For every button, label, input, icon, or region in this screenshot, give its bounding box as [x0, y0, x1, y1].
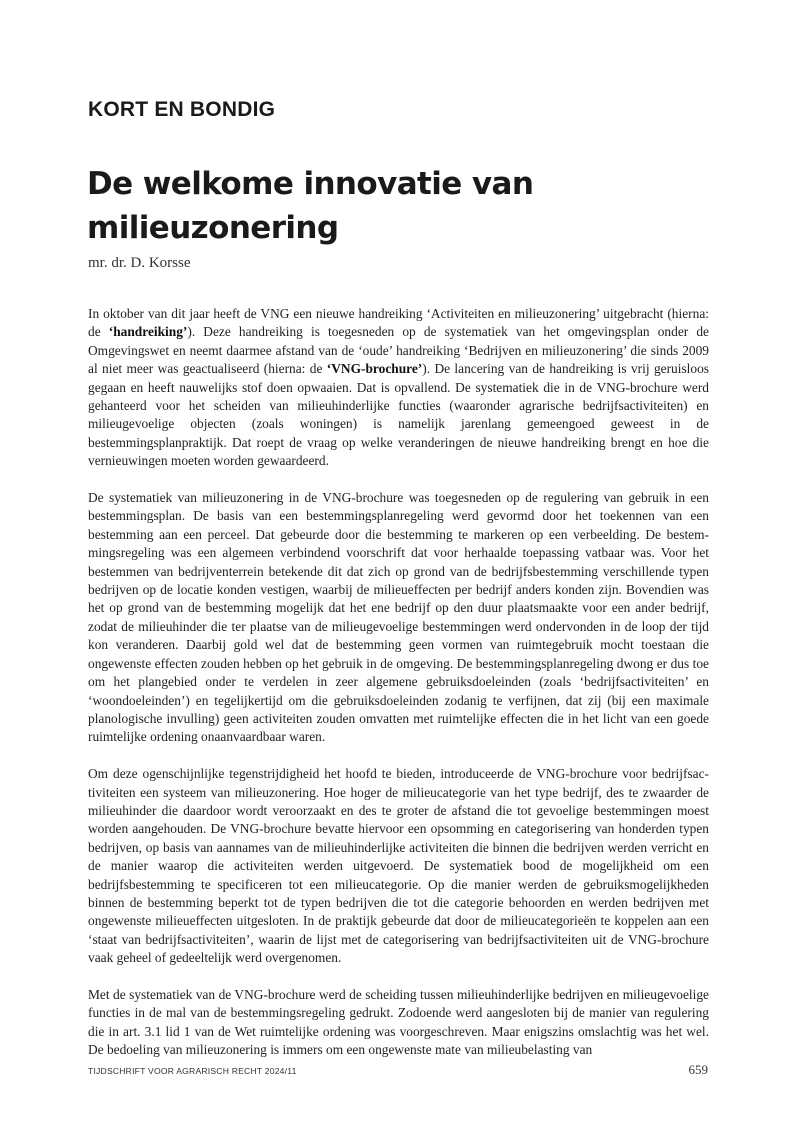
paragraph-1-text-a: In oktober van dit jaar heeft de VNG een nieuwe handreiking ‘Activiteiten en milieuzonering’ uitgebracht (hierna: de — [88, 306, 709, 340]
paragraph-1-text-b: ). Deze handreiking is toegesneden op de systematiek van het omgevingsplan onder de Omgevingswet en neemt daarmee afstand van de ‘oude’ handreiking ‘Bedrijven en milieuzonering’ die sinds 2009 al niet meer was geactualiseerd (hierna: de — [88, 324, 709, 377]
paragraph-4: Met de systematiek van de VNG-brochure werd de scheiding tussen milieuhinderlijke bedrijven en milieugevoelige functies in de mal van de bestemmingsregeling gedrukt. Zodoende werd aangesloten bij de manier van regulering die in art. 3.1 lid 1 van de Wet ruimtelijke ordening was voorgeschreven. Maar enigszins omslachtig was het wel. De bedoeling van milieuzonering is immers om een ongewenste mate van milieubelasting van — [88, 986, 709, 1058]
defined-term-handreiking: ‘handreiking’ — [108, 324, 188, 340]
journal-footer: TIJDSCHRIFT VOOR AGRARISCH RECHT 2024/11 — [88, 1066, 297, 1076]
paragraph-1 — [88, 305, 709, 471]
section-label: KORT EN BONDIG — [88, 98, 276, 121]
author: mr. dr. D. Korsse — [88, 255, 191, 271]
article-title: De welkome innovatie van milieuzonering — [87, 166, 534, 246]
page-number: 659 — [688, 1062, 708, 1077]
defined-term-vng-brochure: ‘VNG-brochure’ — [326, 361, 423, 377]
paragraph-2: De systematiek van milieuzonering in de VNG-brochure was toegesneden op de regulering van gebruik in een bestemmingsplan. De basis van een bestemmingsplanregeling werd gevormd door het toekennen van een bestemming aan een perceel. Dat gebeurde door die bestemming te markeren op een verbeelding. De bestemmingsregeling was een algemeen verbindend voorschrift dat voor herhaalde toepassing vatbaar was. Voor het bestemmen van bedrijventerrein betekende dit dat zich op grond van de bedrijfsbestemming verschillende typen bedrijven op de locatie konden vestigen, waarbij de milieueffecten per bedrijf anders konden zijn. Bovendien was het op grond van de bestemming mogelijk dat het ene bedrijf op den duur plaatsmaakte voor een ander bedrijf, zodat de milieuhinder die ter plaatse van de milieugevoelige bestemmingen werd ondervonden in de loop der tijd kon veranderen. Daarbij gold wel dat de bestemming geen vormen van ruimtegebruik mocht toestaan die ongewenste effecten zouden hebben op het gebruik in de omgeving. De bestemmingsplanregeling dwong er dus toe om het plangebied onder te verdelen in zeer algemene gebruiksdoeleinden (zoals ‘bedrijfsactiviteiten’ en ‘woondoeleinden’) en tegelijkertijd om die gebruiksdoeleinden zodanig te verfijnen, dat zij (bij een maximale planologische invulling) geen activiteiten zouden omvatten met ruimtelijke effecten die in het licht van een goede ruimtelijke ordening onaanvaardbaar waren. — [88, 490, 709, 745]
paragraph-3: Om deze ogenschijnlijke tegenstrijdigheid het hoofd te bieden, introduceerde de VNG-brochure voor bedrijfsactiviteiten een systeem van milieuzonering. Hoe hoger de milieucategorie van het type bedrijf, des te zwaarder de milieuhinder die daardoor wordt veroorzaakt en des te groter de afstand die tot gevoelige bestemmingen moest worden aangehouden. De VNG-brochure bevatte hiervoor een opsomming en categorisering van honderden typen bedrijven, op basis van aannames van de milieuhinderlijke activiteiten die binnen die bedrijven werden verricht en de manier waarop die activiteiten werden uitgevoerd. De systematiek bood de mogelijkheid om een bedrijfsbestemming te specificeren tot een milieucategorie. Op die manier werden de gebruiksmogelijkheden binnen de bestemming beperkt tot de typen bedrijven die tot die categorie behoorden en werden bedrijven met ongewenste milieueffecten uitgesloten. In de praktijk gebeurde dat door de milieucategorieën te koppelen aan een ‘staat van bedrijfsactiviteiten’, waarin de lijst met de categorisering van bedrijfsactiviteiten uit de VNG-brochure vaak geheel of gedeeltelijk werd overgenomen. — [88, 766, 709, 966]
paragraph-1-text-c: ). De lancering van de handreiking is vrij geruisloos gegaan en heeft nauwelijks stof doen opwaaien. Dat is opvallend. De systematiek die in de VNG-brochure werd gehanteerd voor het scheiden van milieuhinderlijke functies (waaronder agrarische bedrijfsactiviteiten) en milieugevoelige objecten (zoals woningen) is namelijk jarenlang gemeengoed geweest in de bestemmingsplanpraktijk. Dat roept de vraag op welke veranderingen de nieuwe handreiking brengt en hoe die vernieuwingen moeten worden gewaardeerd. — [88, 361, 709, 469]
article-body — [88, 305, 709, 1078]
